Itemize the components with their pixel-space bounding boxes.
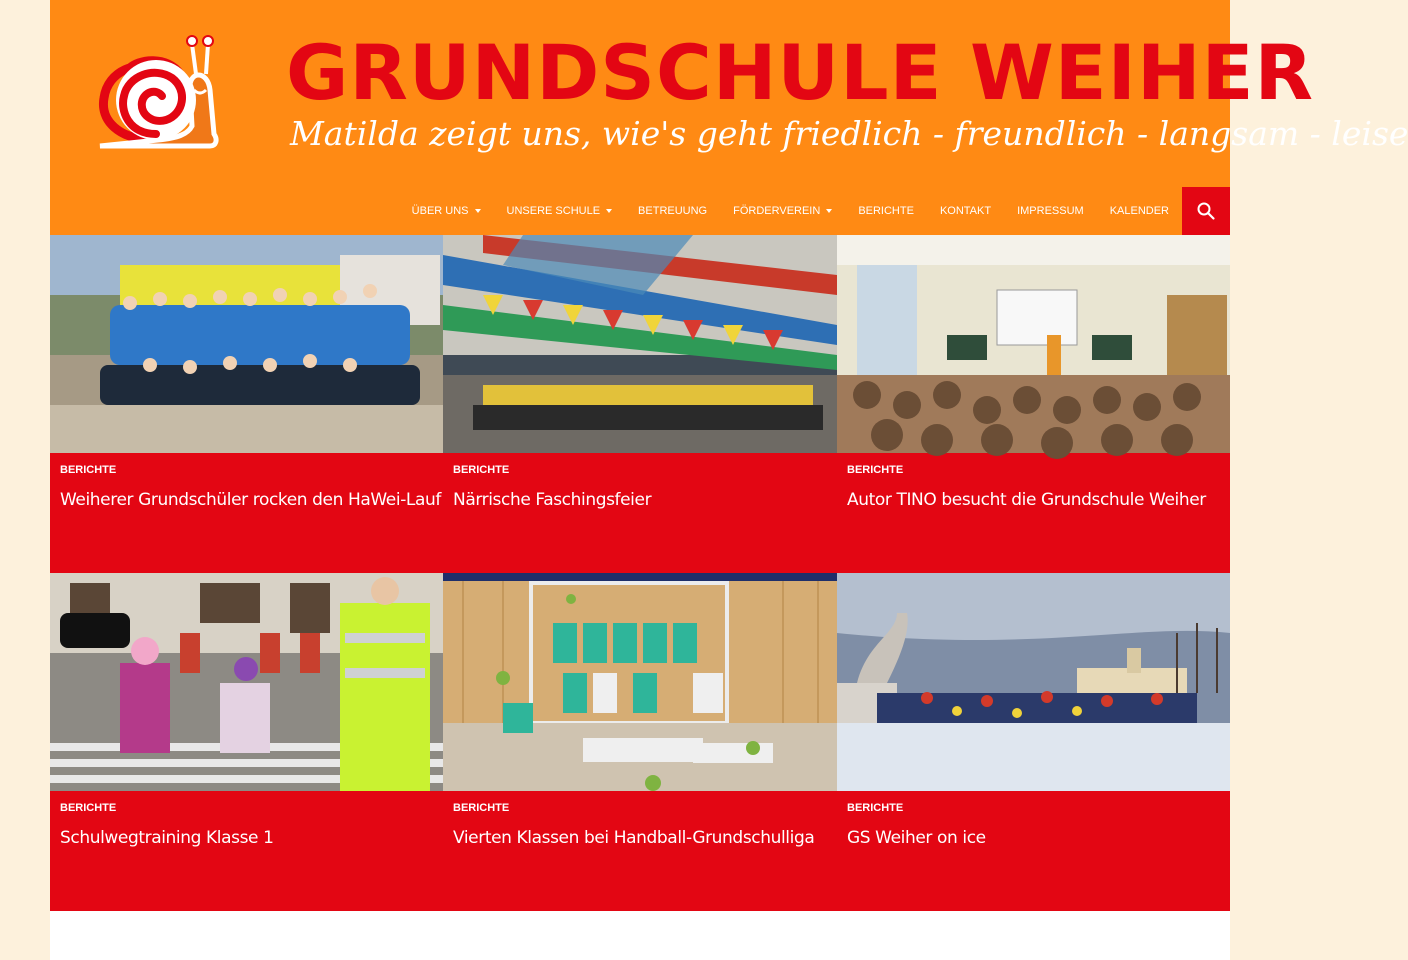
post-thumbnail[interactable] xyxy=(837,235,1230,453)
post-title-link[interactable]: Schulwegtraining Klasse 1 xyxy=(60,828,274,848)
nav-item-label: ÜBER UNS xyxy=(411,205,469,217)
nav-item-unsere-schule[interactable] xyxy=(494,187,626,235)
nav-item-impressum[interactable] xyxy=(1004,187,1097,235)
post-grid xyxy=(50,235,1230,911)
post-category-link[interactable]: BERICHTE xyxy=(453,464,510,476)
chevron-down-icon xyxy=(826,209,832,213)
post-category-link[interactable]: BERICHTE xyxy=(453,802,510,814)
nav-item-kontakt[interactable] xyxy=(927,187,1004,235)
nav-item-kalender[interactable] xyxy=(1097,187,1182,235)
site-header xyxy=(50,0,1408,235)
main-navigation xyxy=(399,187,1182,235)
post-title-link[interactable]: Närrische Faschingsfeier xyxy=(453,490,652,510)
snail-icon[interactable] xyxy=(98,30,220,154)
post-title-link[interactable]: Vierten Klassen bei Handball-Grundschulliga xyxy=(453,828,815,848)
post-thumbnail[interactable] xyxy=(50,573,443,791)
post-thumbnail[interactable] xyxy=(50,235,443,453)
post-card xyxy=(443,235,837,573)
chevron-down-icon xyxy=(606,209,612,213)
nav-item-label: FÖRDERVEREIN xyxy=(733,205,821,217)
post-card xyxy=(50,573,443,911)
post-title-link[interactable]: Weiherer Grundschüler rocken den HaWei-Lauf xyxy=(60,490,441,510)
nav-item-foerderverein[interactable] xyxy=(720,187,845,235)
search-button[interactable] xyxy=(1182,187,1230,235)
nav-item-berichte[interactable] xyxy=(845,187,927,235)
post-card xyxy=(837,573,1230,911)
post-thumbnail[interactable] xyxy=(443,573,837,791)
nav-item-label: IMPRESSUM xyxy=(1017,205,1084,217)
post-category-link[interactable]: BERICHTE xyxy=(60,802,117,814)
chevron-down-icon xyxy=(475,209,481,213)
nav-item-label: BETREUUNG xyxy=(638,205,708,217)
nav-item-label: UNSERE SCHULE xyxy=(506,205,601,217)
post-card xyxy=(837,235,1230,573)
nav-item-betreuung[interactable] xyxy=(625,187,720,235)
search-icon xyxy=(1197,202,1215,220)
site-tagline: Matilda zeigt uns, wie's geht friedlich - freundlich - langsam - leise xyxy=(290,114,1408,153)
post-category-link[interactable]: BERICHTE xyxy=(847,802,904,814)
post-category-link[interactable]: BERICHTE xyxy=(847,464,904,476)
post-thumbnail[interactable] xyxy=(837,573,1230,791)
post-card xyxy=(443,573,837,911)
post-title-link[interactable]: GS Weiher on ice xyxy=(847,828,986,848)
post-card xyxy=(50,235,443,573)
nav-item-label: BERICHTE xyxy=(858,205,914,217)
nav-item-label: KALENDER xyxy=(1109,205,1169,217)
nav-item-ueber-uns[interactable] xyxy=(399,187,494,235)
post-title-link[interactable]: Autor TINO besucht die Grundschule Weiher xyxy=(847,490,1206,510)
nav-item-label: KONTAKT xyxy=(939,205,992,217)
site-title[interactable]: GRUNDSCHULE WEIHER xyxy=(286,28,1315,117)
site-banner[interactable] xyxy=(50,0,1408,187)
page xyxy=(50,0,1408,960)
post-category-link[interactable]: BERICHTE xyxy=(60,464,117,476)
post-thumbnail[interactable] xyxy=(443,235,837,453)
